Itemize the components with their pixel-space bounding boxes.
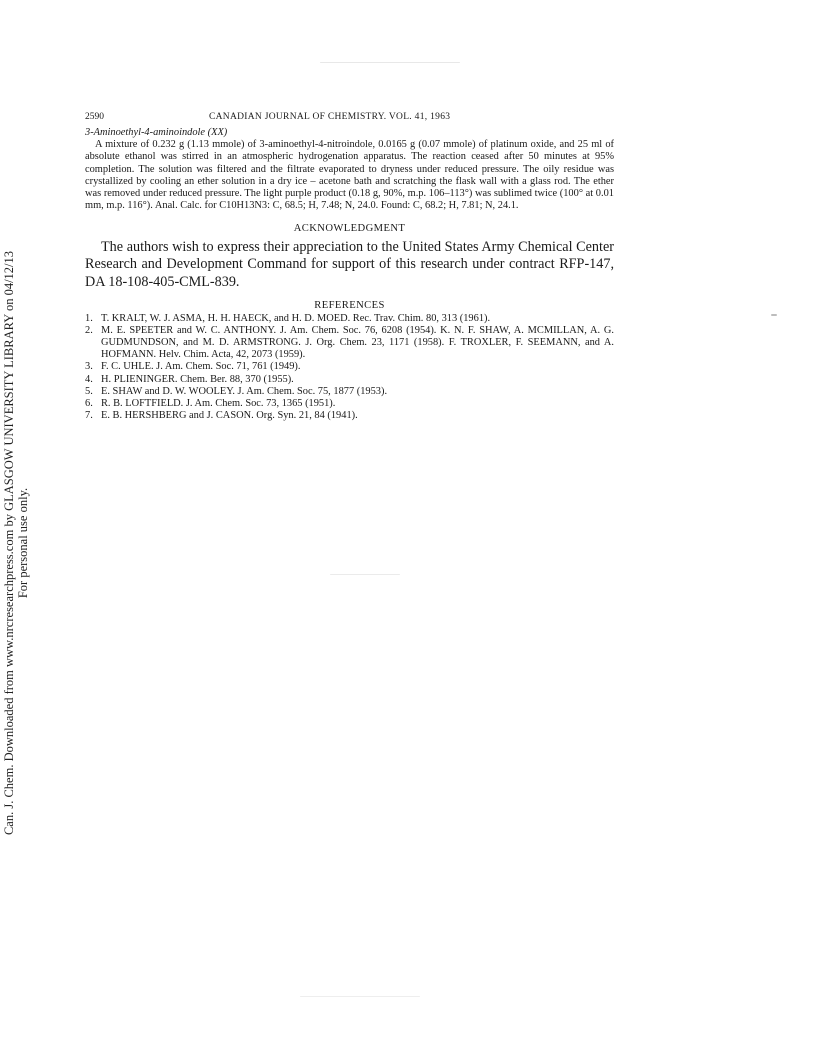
- download-stamp: [0, 218, 32, 868]
- reference-text: T. KRALT, W. J. ASMA, H. H. HAECK, and H. D. MOED. Rec. Trav. Chim. 80, 313 (1961).: [101, 312, 491, 324]
- reference-item: [85, 398, 614, 410]
- reference-list: [85, 313, 614, 423]
- download-stamp-text: [2, 218, 30, 868]
- reference-number: 2.: [85, 324, 93, 336]
- reference-text: R. B. LOFTFIELD. J. Am. Chem. Soc. 73, 1365 (1951).: [101, 398, 336, 410]
- reference-item: [85, 325, 614, 362]
- scan-speck: [320, 62, 460, 63]
- reference-number: 3.: [85, 361, 93, 373]
- references-title: REFERENCES: [314, 300, 385, 312]
- reference-item: [85, 386, 614, 398]
- download-stamp-line-2: For personal use only.: [16, 487, 30, 599]
- compound-heading: 3-Aminoethyl-4-aminoindole (XX): [85, 127, 228, 138]
- reference-item: [85, 361, 614, 373]
- reference-text: E. SHAW and D. W. WOOLEY. J. Am. Chem. Soc. 75, 1877 (1953).: [101, 385, 388, 397]
- page-body: [85, 127, 614, 422]
- acknowledgment-title: ACKNOWLEDGMENT: [293, 223, 406, 235]
- scan-speck: [771, 314, 777, 316]
- scan-speck: [300, 996, 420, 997]
- reference-number: 5.: [85, 385, 93, 397]
- scan-speck: [330, 574, 400, 575]
- reference-item: [85, 374, 614, 386]
- download-stamp-line-1: Can. J. Chem. Downloaded from www.nrcresearchpress.com by GLASGOW UNIVERSITY LIBRARY on 04/12/13: [2, 250, 16, 836]
- reference-number: 4.: [85, 373, 93, 385]
- page-number: 2590: [85, 112, 104, 122]
- reference-item: [85, 410, 614, 422]
- reference-text: F. C. UHLE. J. Am. Chem. Soc. 71, 761 (1949).: [101, 361, 301, 373]
- reference-number: 1.: [85, 312, 93, 324]
- reference-text: H. PLIENINGER. Chem. Ber. 88, 370 (1955).: [101, 373, 294, 385]
- journal-header: CANADIAN JOURNAL OF CHEMISTRY. VOL. 41, 1963: [209, 112, 451, 122]
- reference-text: E. B. HERSHBERG and J. CASON. Org. Syn. 21, 84 (1941).: [101, 410, 358, 422]
- running-header: [85, 112, 614, 126]
- acknowledgment-text: The authors wish to express their appreciation to the United States Army Chemical Center Research and Development Command for support of this research under contract RFP-147, DA 18-108-405-CML-839.: [85, 238, 614, 290]
- experimental-paragraph: A mixture of 0.232 g (1.13 mmole) of 3-aminoethyl-4-nitroindole, 0.0165 g (0.07 mmole) of platinum oxide, and 25 ml of absolute ethanol was stirred in an atmospheric hydrogenation apparatus. The reaction ceased after 50 minutes at 95% completion. The solution was filtered and the filtrate evaporated to dryness under reduced pressure. The oily residue was crystallized by cooling an ether solution in a dry ice – acetone bath and scratching the flask wall with a glass rod. The ether was removed under reduced pressure. The light purple product (0.18 g, 90%, m.p. 106–113°) was sublimed twice (100° at 0.01 mm, m.p. 116°). Anal. Calc. for C10H13N3: C, 68.5; H, 7.48; N, 24.0. Found: C, 68.2; H, 7.81; N, 24.1.: [85, 139, 614, 212]
- reference-text: M. E. SPEETER and W. C. ANTHONY. J. Am. Chem. Soc. 76, 6208 (1954). K. N. F. SHAW, A. MCMILLAN, A. G. GUDMUNDSON, and M. D. ARMSTRONG. J. Org. Chem. 23, 1171 (1958). F. TROXLER, F. SEEMANN, and A. HOFMANN. Helv. Chim. Acta, 42, 2073 (1959).: [101, 324, 614, 361]
- reference-item: [85, 313, 614, 325]
- reference-number: 7.: [85, 410, 93, 422]
- reference-number: 6.: [85, 398, 93, 410]
